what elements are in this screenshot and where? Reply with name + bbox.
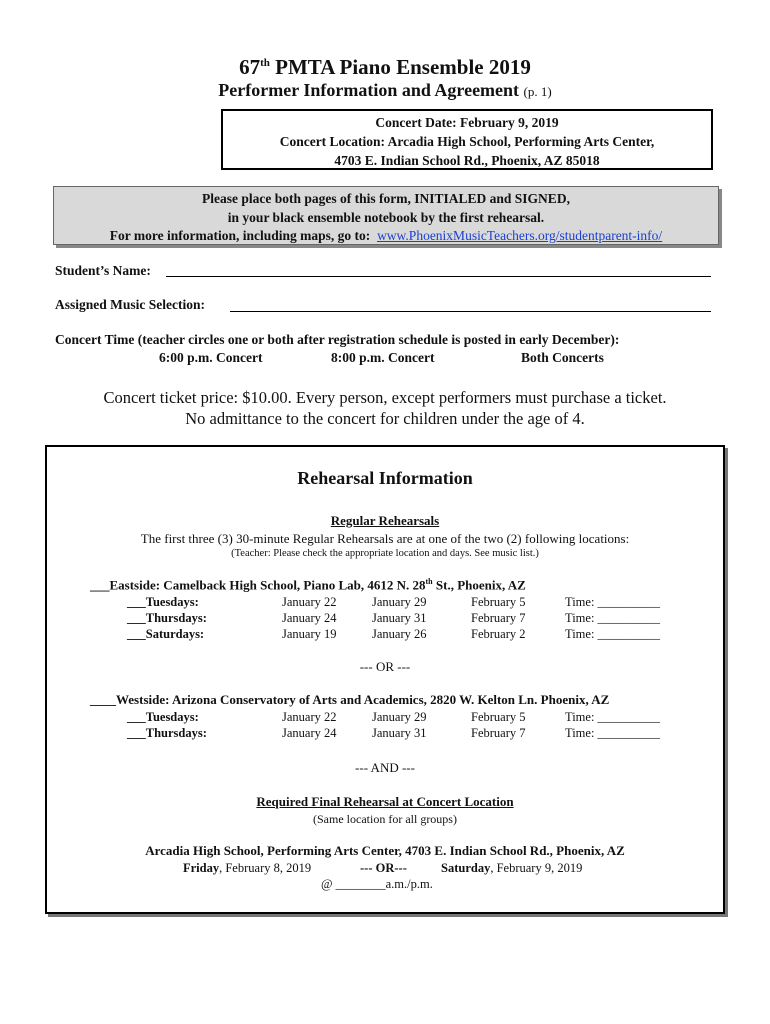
notice-box [53,186,719,245]
page-title: 67th PMTA Piano Ensemble 2019 [239,55,531,79]
concert-info-box [221,109,713,170]
regular-rehearsals-desc: The first three (3) 30-minute Regular Rehearsals are at one of the two (2) following locations: [140,531,630,546]
music-selection-label: Assigned Music Selection: [55,297,205,312]
concert-option-both[interactable]: Both Concerts [521,350,604,365]
final-rehearsal-location: Arcadia High School, Performing Arts Center, 4703 E. Indian School Rd., Phoenix, AZ [145,843,625,858]
eastside-date: January 29 [372,595,427,609]
ticket-info [0,387,770,429]
eastside-date: January 24 [282,611,337,625]
page-subtitle: Performer Information and Agreement (p. 1) [218,80,552,100]
final-time-field[interactable]: @ ________a.m./p.m. [321,877,433,891]
eastside-time[interactable]: Time: __________ [565,611,661,625]
eastside-date: February 7 [471,611,526,625]
eastside-date: February 5 [471,595,526,609]
westside-time[interactable]: Time: __________ [565,710,661,724]
eastside-time[interactable]: Time: __________ [565,627,661,641]
eastside-time[interactable]: Time: __________ [565,595,661,609]
concert-time-label: Concert Time (teacher circles one or both after registration schedule is posted in early December): [55,332,620,347]
eastside-date: January 31 [372,611,427,625]
ticket-line-1: Concert ticket price: $10.00. Every person, except performers must purchase a ticket. [103,388,667,407]
final-friday[interactable]: Friday, February 8, 2019 [183,861,312,875]
westside-date: January 31 [372,726,427,740]
music-selection-field[interactable] [230,311,711,312]
eastside-day[interactable]: ___Tuesdays: [127,595,199,609]
student-name-field[interactable] [166,276,711,277]
westside-date: January 29 [372,710,427,724]
eastside-date: January 19 [282,627,337,641]
eastside-date: February 2 [471,627,526,641]
eastside-day[interactable]: ___Saturdays: [127,627,205,641]
westside-date: January 22 [282,710,337,724]
concert-option-8pm[interactable]: 8:00 p.m. Concert [331,350,435,365]
concert-address: 4703 E. Indian School Rd., Phoenix, AZ 85018 [334,153,600,168]
final-rehearsal-note: (Same location for all groups) [313,812,457,826]
rehearsal-heading: Rehearsal Information [297,468,473,488]
regular-rehearsals-heading: Regular Rehearsals [330,513,440,528]
student-name-label: Student’s Name: [55,263,151,278]
teacher-note: (Teacher: Please check the appropriate location and days. See music list.) [231,548,539,559]
info-link[interactable]: www.PhoenixMusicTeachers.org/studentparent-info/ [377,228,663,243]
or-divider: --- OR --- [359,659,411,674]
and-divider: --- AND --- [355,760,415,775]
concert-date: Concert Date: February 9, 2019 [375,115,559,130]
eastside-location[interactable]: ___Eastside: Camelback High School, Piano Lab, 4612 N. 28th St., Phoenix, AZ [90,577,526,593]
westside-date: February 5 [471,710,526,724]
notice-line-2: in your black ensemble notebook by the first rehearsal. [227,209,545,225]
westside-date: February 7 [471,726,526,740]
ticket-line-2: No admittance to the concert for children under the age of 4. [185,409,585,428]
westside-day[interactable]: ___Thursdays: [127,726,207,740]
final-or: --- OR--- [360,861,407,875]
final-saturday[interactable]: Saturday, February 9, 2019 [441,861,583,875]
concert-option-6pm[interactable]: 6:00 p.m. Concert [159,350,263,365]
eastside-date: January 22 [282,595,337,609]
notice-line-1: Please place both pages of this form, INITIALED and SIGNED, [202,191,570,206]
notice-line-3: For more information, including maps, go to: www.PhoenixMusicTeachers.org/studentparent-info/ [109,228,663,243]
eastside-day[interactable]: ___Thursdays: [127,611,207,625]
eastside-date: January 26 [372,627,427,641]
westside-location[interactable]: ____Westside: Arizona Conservatory of Arts and Academics, 2820 W. Kelton Ln. Phoenix, AZ [90,692,610,707]
concert-location: Concert Location: Arcadia High School, Performing Arts Center, [279,134,655,149]
westside-date: January 24 [282,726,337,740]
westside-day[interactable]: ___Tuesdays: [127,710,199,724]
final-rehearsal-heading: Required Final Rehearsal at Concert Location [256,794,514,809]
westside-time[interactable]: Time: __________ [565,726,661,740]
page-number: (p. 1) [523,84,552,99]
